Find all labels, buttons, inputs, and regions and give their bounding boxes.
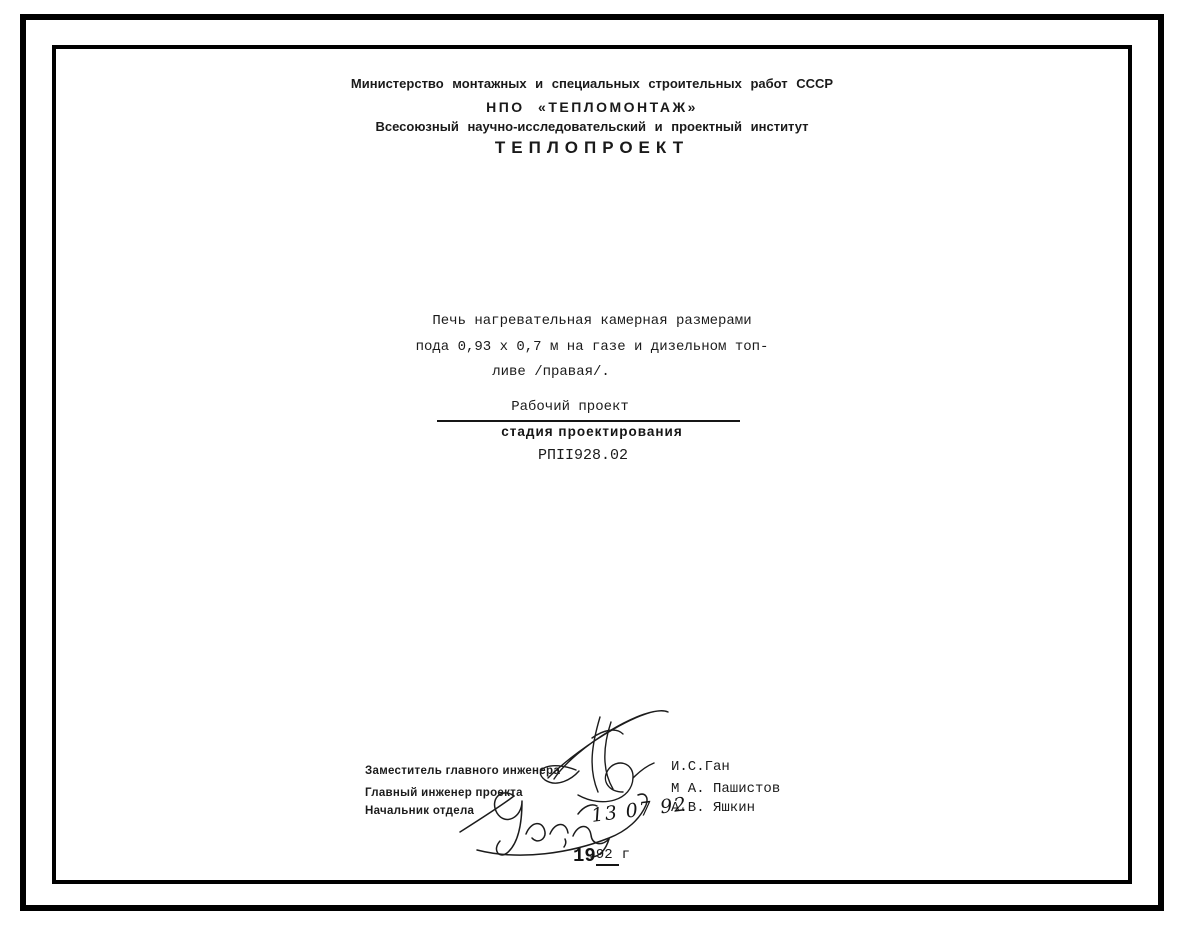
stage-label: стадия проектирования: [501, 424, 683, 439]
signature-role-chief-project-engineer: Главный инженер проекта: [365, 787, 523, 799]
project-title-line3: ливе /правая/.: [492, 364, 610, 380]
year-prefix: 19: [573, 845, 596, 867]
project-type-label: Рабочий проект: [511, 399, 629, 415]
signature-scribbles: [430, 686, 710, 868]
project-title-line2: пода 0,93 х 0,7 м на газе и дизельном топ-: [415, 339, 769, 355]
institute-line: Всесоюзный научно-исследовательский и проектный институт: [375, 119, 809, 134]
year-suffix: г: [621, 847, 631, 863]
signature-1-scribble: [540, 711, 668, 802]
year-line: [573, 845, 630, 867]
signature-name-3: А.В. Яшкин: [671, 800, 756, 816]
year-value: 92: [596, 847, 619, 866]
signature-name-2: М А. Пашистов: [671, 781, 781, 797]
signature-role-deputy-chief-engineer: Заместитель главного инженера: [365, 765, 561, 777]
institute-name: ТЕПЛОПРОЕКТ: [494, 138, 690, 157]
signature-role-department-head: Начальник отдела: [365, 805, 475, 817]
project-title-line1: Печь нагревательная камерная размерами: [432, 313, 752, 329]
signature-name-1: И.С.Ган: [671, 759, 730, 775]
npo-line: НПО «ТЕПЛОМОНТАЖ»: [486, 99, 698, 115]
stage-underline: [437, 420, 740, 422]
ministry-line: Министерство монтажных и специальных строительных работ СССР: [350, 76, 834, 91]
handwritten-date: 13 07 92: [590, 793, 689, 827]
project-code: РПII928.02: [537, 447, 628, 464]
